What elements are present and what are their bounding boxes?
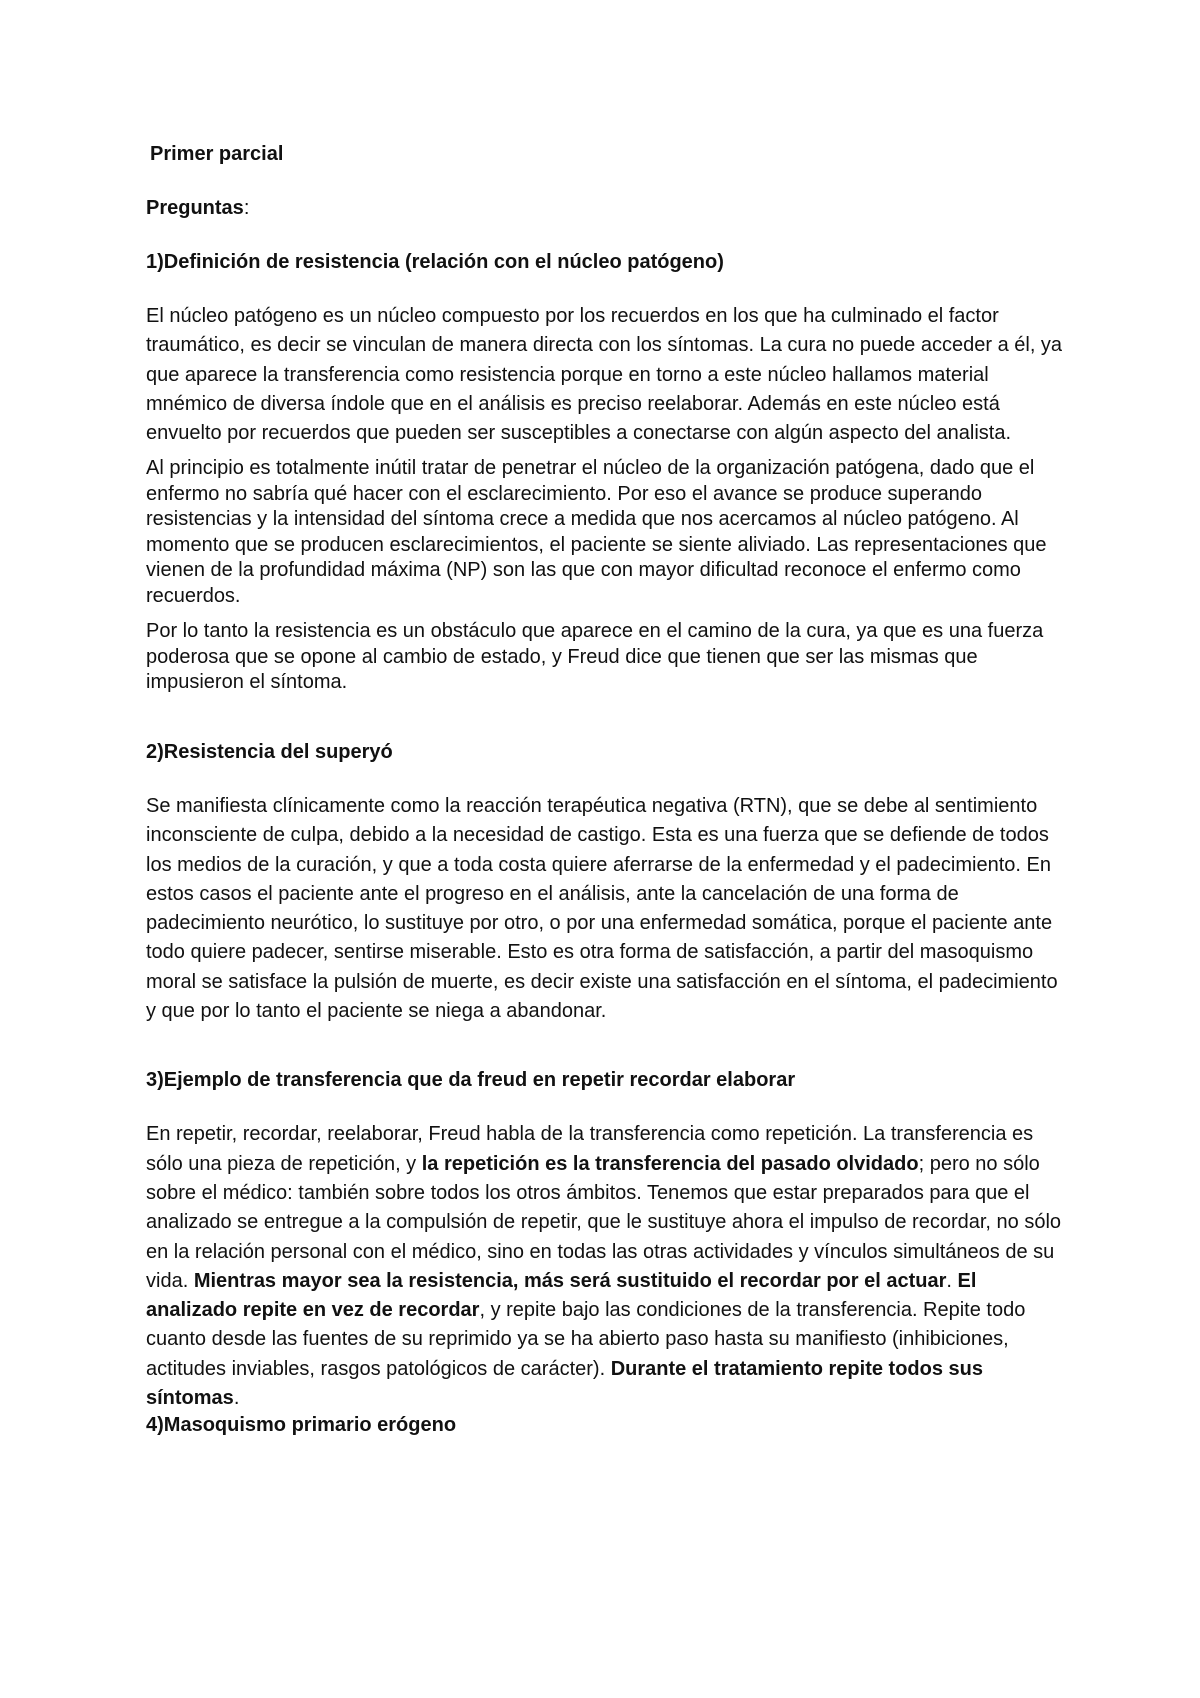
questions-label — [146, 196, 1070, 220]
question-2-heading: 2)Resistencia del superyó — [146, 740, 393, 763]
question-3-heading: 3)Ejemplo de transferencia que da freud en repetir recordar elaborar — [146, 1069, 796, 1092]
document-title: Primer parcial — [150, 143, 284, 165]
questions-label-bold: Preguntas — [146, 197, 244, 219]
q3-bold-3: El analizado repite en vez de recordar — [146, 1269, 977, 1322]
question-1-paragraph-1: El núcleo patógeno es un núcleo compuesto por los recuerdos en los que ha culminado el factor traumático, es decir se vinculan de manera directa con los síntomas. La cura no puede acceder a él, ya que aparece la transferencia como resistencia porque en torno a este núcleo hallamos material mnémico de diversa índole que en el análisis es preciso reelaborar. Además en este núcleo está envuelto por recuerdos que pueden ser susceptibles a conectarse con algún aspecto del analista. — [146, 305, 1063, 445]
q3-bold-2: Mientras mayor sea la resistencia, más será sustituido el recordar por el actuar — [193, 1269, 947, 1292]
question-1-heading: 1)Definición de resistencia (relación con el núcleo patógeno) — [146, 251, 724, 273]
q3-text-3: . — [946, 1269, 958, 1292]
question-4-heading: 4)Masoquismo primario erógeno — [146, 1414, 457, 1437]
question-1-paragraph-3: Por lo tanto la resistencia es un obstáculo que aparece en el camino de la cura, ya que es una fuerza poderosa que se opone al cambio de estado, y Freud dice que tienen que ser las mismas que impusieron el síntoma. — [146, 620, 1044, 694]
q3-bold-4: Durante el tratamiento repite todos sus síntomas — [146, 1357, 983, 1410]
question-2-paragraph-1: Se manifiesta clínicamente como la reacción terapéutica negativa (RTN), que se debe al sentimiento inconsciente de culpa, debido a la necesidad de castigo. Esta es una fuerza que se defiende de todos los medios de la curación, y que a toda costa quiere aferrarse de la enfermedad y el padecimiento. En estos casos el paciente ante el progreso en el análisis, ante la cancelación de una forma de padecimiento neurótico, lo sustituye por otro, o por una enfermedad somática, porque el paciente ante todo quiere padecer, sentirse miserable. Esto es otra forma de satisfacción, a partir del masoquismo moral se satisface la pulsión de muerte, es decir existe una satisfacción en el síntoma, el padecimiento y que por lo tanto el paciente se niega a abandonar. — [146, 794, 1058, 1023]
question-1-paragraph-2: Al principio es totalmente inútil tratar de penetrar el núcleo de la organización patógena, dado que el enfermo no sabría qué hacer con el esclarecimiento. Por eso el avance se produce superando resistencias y la intensidad del síntoma crece a medida que nos acercamos al núcleo patógeno. Al momento que se producen esclarecimientos, el paciente se siente aliviado. Las representaciones que vienen de la profundidad máxima (NP) son las que con mayor dificultad reconoce el enfermo como recuerdos. — [146, 457, 1047, 607]
q3-text-4: , y repite bajo las condiciones de la transferencia. Repite todo cuanto desde las fuentes de su reprimido ya se ha abierto paso hasta su manifiesto (inhibiciones, actitudes inviables, rasgos patológicos de carácter). — [146, 1299, 1026, 1380]
question-3-paragraph-1 — [146, 1120, 1070, 1413]
q3-text-2: ; pero no sólo sobre el médico: también sobre todos los otros ámbitos. Tenemos que estar preparados para que el analizado se entregue a la compulsión de repetir, que le sustituye ahora el impulso de recordar, no sólo en la relación personal con el médico, sino en todas las otras actividades y vínculos simultáneos de su vida. — [146, 1152, 1062, 1292]
q3-text-5: . — [233, 1387, 240, 1410]
questions-label-colon: : — [243, 197, 250, 219]
q3-bold-1: la repetición es la transferencia del pasado olvidado — [421, 1152, 919, 1175]
q3-text-1: En repetir, recordar, reelaborar, Freud habla de la transferencia como repetición. La transferencia es sólo una pieza de repetición, y — [146, 1123, 1034, 1175]
